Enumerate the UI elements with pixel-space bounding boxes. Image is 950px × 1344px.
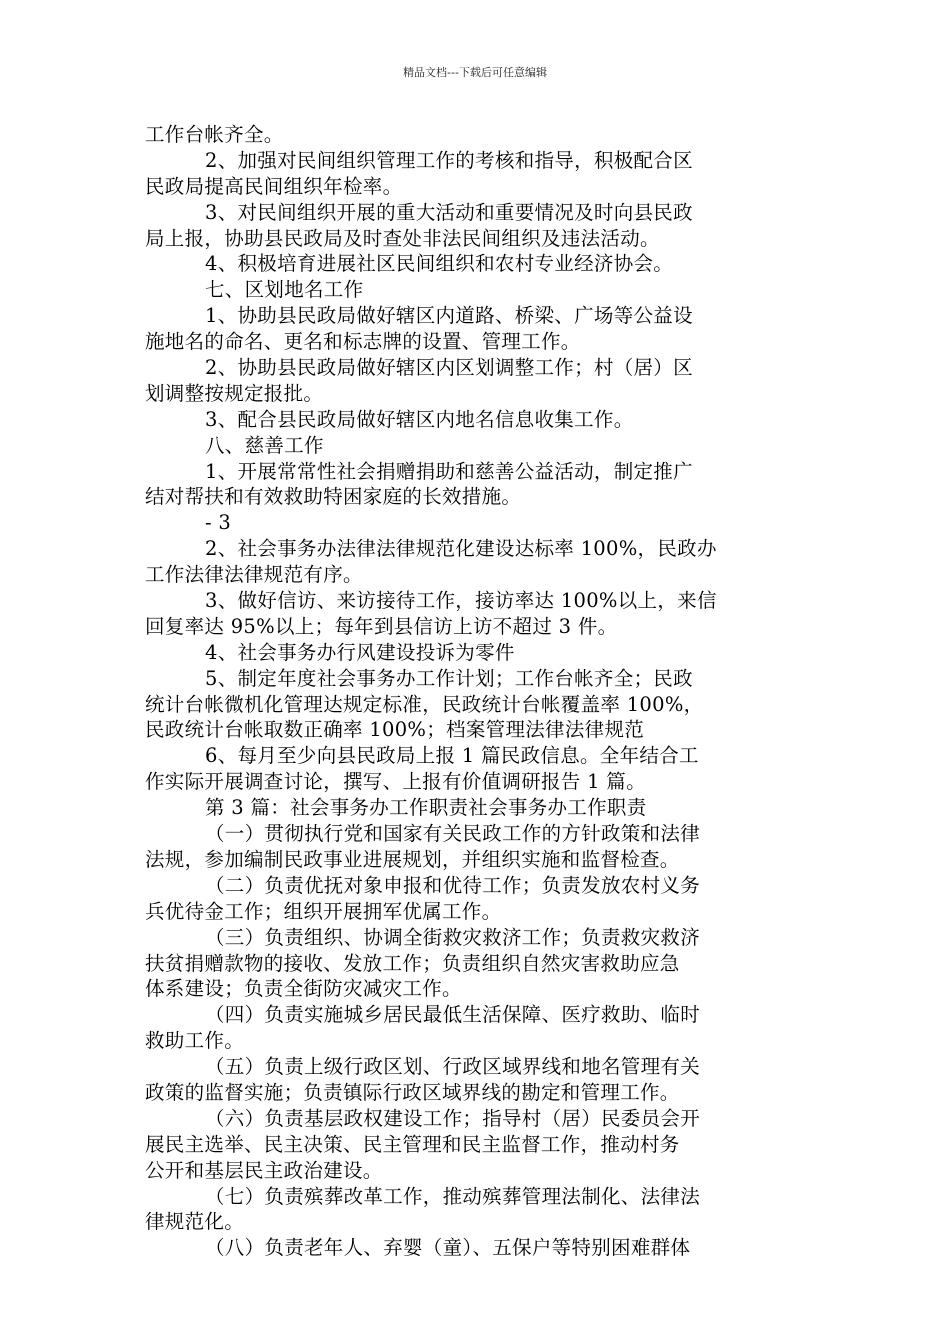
text-line: 2、社会事务办法律法律规范化建设达标率 100%，民政办 xyxy=(205,537,717,561)
text-line: 4、积极培育进展社区民间组织和农村专业经济协会。 xyxy=(205,252,674,276)
text-line: 6、每月至少向县民政局上报 1 篇民政信息。全年结合工 xyxy=(205,744,699,768)
text-line: （七）负责殡葬改革工作，推动殡葬管理法制化、法律法 xyxy=(205,1184,701,1208)
text-line: 结对帮扶和有效救助特困家庭的长效措施。 xyxy=(145,485,522,509)
document-body xyxy=(145,122,810,1261)
text-line: 5、制定年度社会事务办工作计划；工作台帐齐全；民政 xyxy=(205,666,693,690)
text-line: 扶贫捐赠款物的接收、发放工作；负责组织自然灾害救助应急 xyxy=(145,951,680,975)
text-line: 民政统计台帐取数正确率 100%；档案管理法律法律规范 xyxy=(145,718,645,742)
text-line: 体系建设；负责全街防灾减灾工作。 xyxy=(145,977,462,1001)
text-line: （八）负责老年人、弃婴（童）、五保户等特别困难群体 xyxy=(205,1236,691,1260)
text-line: （一）贯彻执行党和国家有关民政工作的方针政策和法律 xyxy=(205,822,701,846)
text-line: 3、对民间组织开展的重大活动和重要情况及时向县民政 xyxy=(205,200,693,224)
text-line: 2、加强对民间组织管理工作的考核和指导，积极配合区 xyxy=(205,148,693,172)
text-line: 4、社会事务办行风建设投诉为零件 xyxy=(205,640,515,664)
text-line: （三）负责组织、协调全街救灾救济工作；负责救灾救济 xyxy=(205,925,701,949)
text-line: 七、区划地名工作 xyxy=(205,278,364,302)
text-line: （六）负责基层政权建设工作；指导村（居）民委员会开 xyxy=(205,1106,701,1130)
text-line: 工作法律法律规范有序。 xyxy=(145,563,363,587)
text-line: 展民主选举、民主决策、民主管理和民主监督工作，推动村务 xyxy=(145,1132,680,1156)
text-line: （二）负责优抚对象申报和优待工作；负责发放农村义务 xyxy=(205,873,701,897)
text-line: （五）负责上级行政区划、行政区域界线和地名管理有关 xyxy=(205,1055,701,1079)
text-line: 第 3 篇：社会事务办工作职责社会事务办工作职责 xyxy=(205,796,647,820)
text-line: 1、开展常常性社会捐赠捐助和慈善公益活动，制定推广 xyxy=(205,459,693,483)
text-line: 公开和基层民主政治建设。 xyxy=(145,1158,383,1182)
text-line: 八、慈善工作 xyxy=(205,433,324,457)
text-line: 局上报，协助县民政局及时查处非法民间组织及违法活动。 xyxy=(145,226,660,250)
text-line: 民政局提高民间组织年检率。 xyxy=(145,174,403,198)
text-line: 划调整按规定报批。 xyxy=(145,381,324,405)
text-line: （四）负责实施城乡居民最低生活保障、医疗救助、临时 xyxy=(205,1003,701,1027)
text-line: 1、协助县民政局做好辖区内道路、桥梁、广场等公益设 xyxy=(205,304,693,328)
text-line: 3、配合县民政局做好辖区内地名信息收集工作。 xyxy=(205,407,634,431)
text-line: 工作台帐齐全。 xyxy=(145,123,284,146)
text-line: 施地名的命名、更名和标志牌的设置、管理工作。 xyxy=(145,330,581,354)
text-line: 法规，参加编制民政事业进展规划，并组织实施和监督检查。 xyxy=(145,847,680,871)
text-line: 回复率达 95%以上；每年到县信访上访不超过 3 件。 xyxy=(145,614,618,638)
text-line: 兵优待金工作；组织开展拥军优属工作。 xyxy=(145,899,502,923)
text-line: 2、协助县民政局做好辖区内区划调整工作；村（居）区 xyxy=(205,356,693,380)
text-line: 作实际开展调查讨论，撰写、上报有价值调研报告 1 篇。 xyxy=(145,770,646,794)
text-line: 救助工作。 xyxy=(145,1029,245,1053)
text-line: 3、做好信访、来访接待工作，接访率达 100%以上，来信 xyxy=(205,589,717,613)
text-line: - 3 xyxy=(205,511,232,535)
text-line: 政策的监督实施；负责镇际行政区域界线的勘定和管理工作。 xyxy=(145,1080,680,1104)
page-header: 精品文档---下载后可任意编辑 xyxy=(403,66,547,79)
text-line: 统计台帐微机化管理达规定标准，民政统计台帐覆盖率 100%， xyxy=(145,692,704,716)
text-line: 律规范化。 xyxy=(145,1210,245,1234)
